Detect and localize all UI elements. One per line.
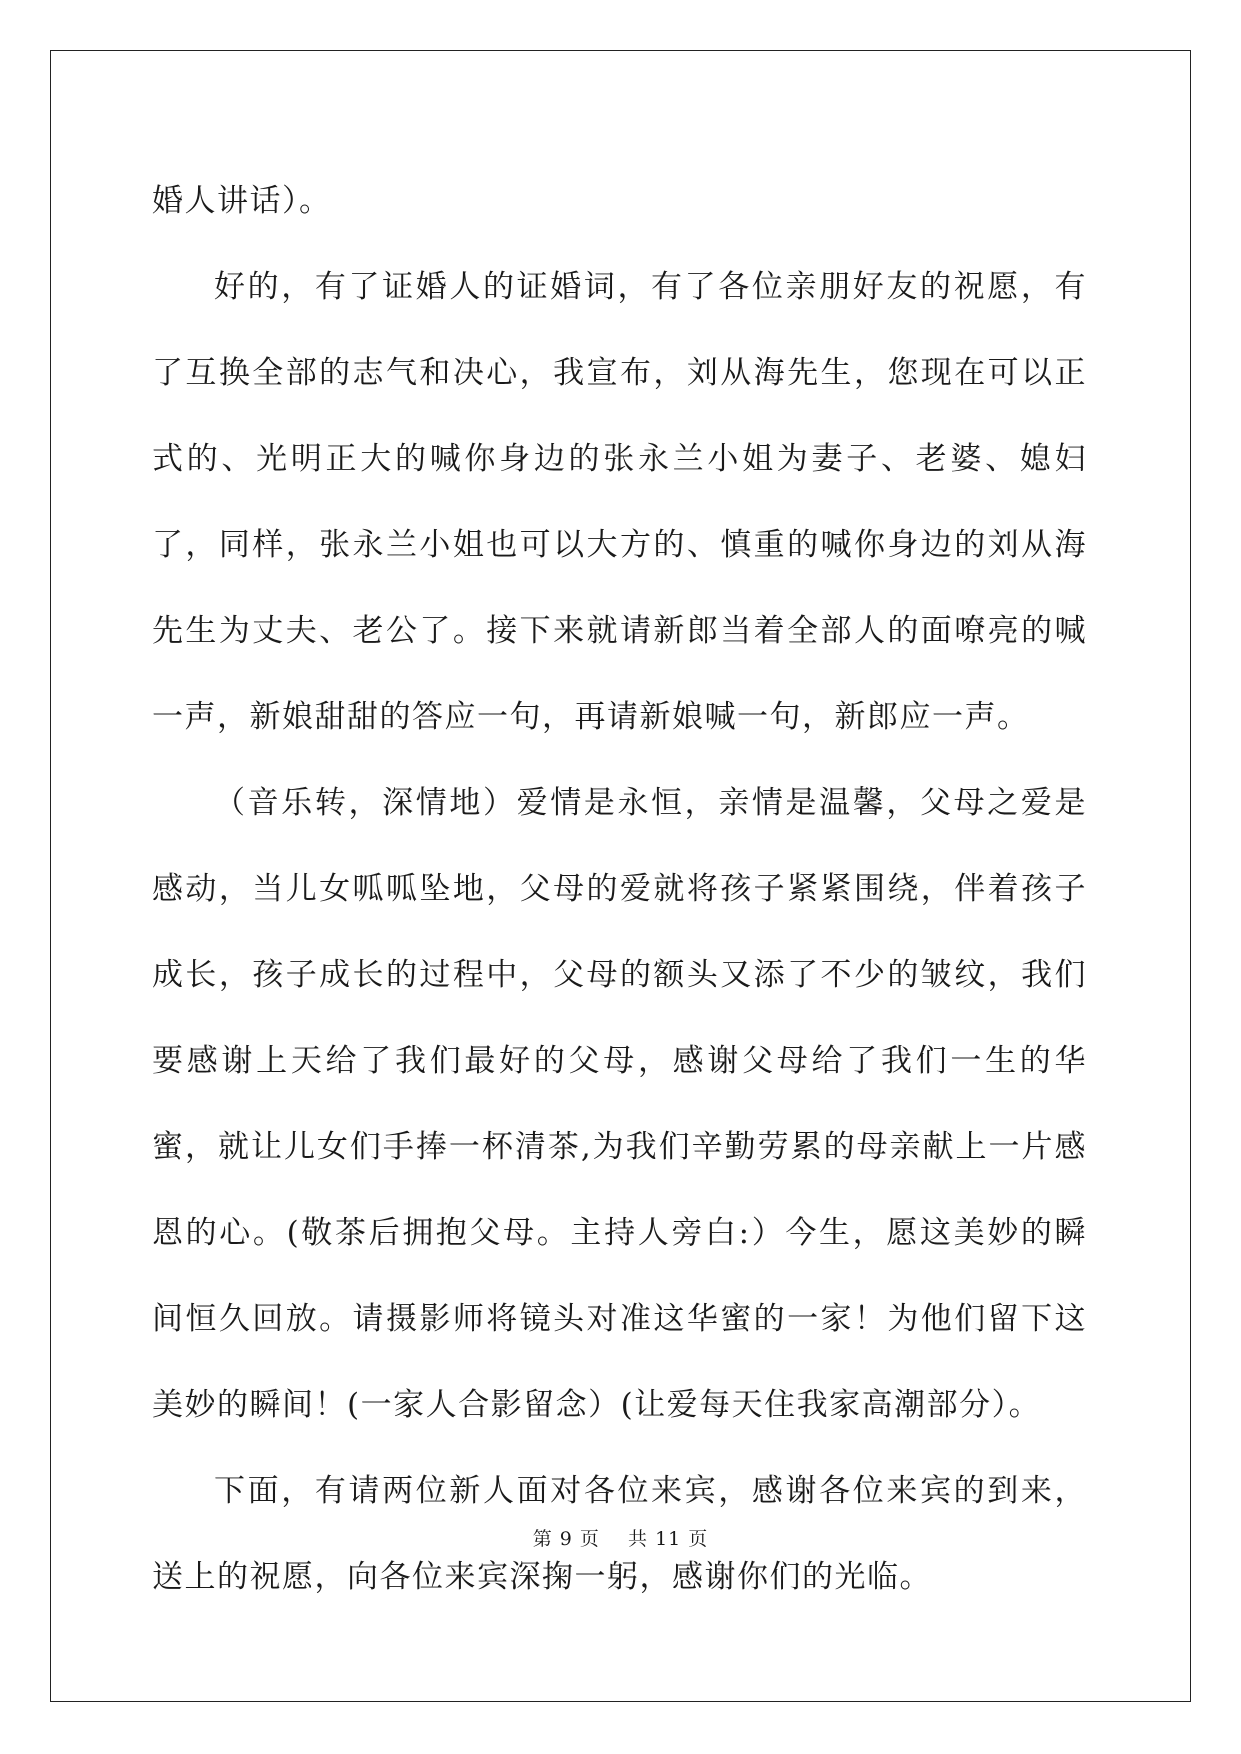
- paragraph-4: 下面，有请两位新人面对各位来宾，感谢各位来宾的到来，送上的祝愿，向各位来宾深掬一躬，感谢你们的光临。: [152, 1473, 1087, 1595]
- paragraph-1: 婚人讲话）。: [152, 183, 332, 219]
- page-total: 共 11 页: [628, 1528, 709, 1550]
- page-footer: [0, 1524, 1241, 1551]
- document-body: [152, 158, 1087, 1620]
- page-number: 第 9 页: [532, 1528, 600, 1550]
- paragraph-2: 好的，有了证婚人的证婚词，有了各位亲朋好友的祝愿，有了互换全部的志气和决心，我宣布，刘从海先生，您现在可以正式的、光明正大的喊你身边的张永兰小姐为妻子、老婆、媳妇了，同样，张永兰小姐也可以大方的、慎重的喊你身边的刘从海先生为丈夫、老公了。接下来就请新郎当着全部人的面嘹亮的喊一声，新娘甜甜的答应一句，再请新娘喊一句，新郎应一声。: [152, 269, 1087, 735]
- paragraph-3: （音乐转，深情地）爱情是永恒，亲情是温馨，父母之爱是感动，当儿女呱呱坠地，父母的爱就将孩子紧紧围绕，伴着孩子成长，孩子成长的过程中，父母的额头又添了不少的皱纹，我们要感谢上天给了我们最好的父母，感谢父母给了我们一生的华蜜，就让儿女们手捧一杯清茶,为我们辛勤劳累的母亲献上一片感恩的心。(敬茶后拥抱父母。主持人旁白:）今生，愿这美妙的瞬间恒久回放。请摄影师将镜头对准这华蜜的一家！为他们留下这美妙的瞬间！(一家人合影留念）(让爱每天住我家高潮部分）。: [152, 785, 1087, 1423]
